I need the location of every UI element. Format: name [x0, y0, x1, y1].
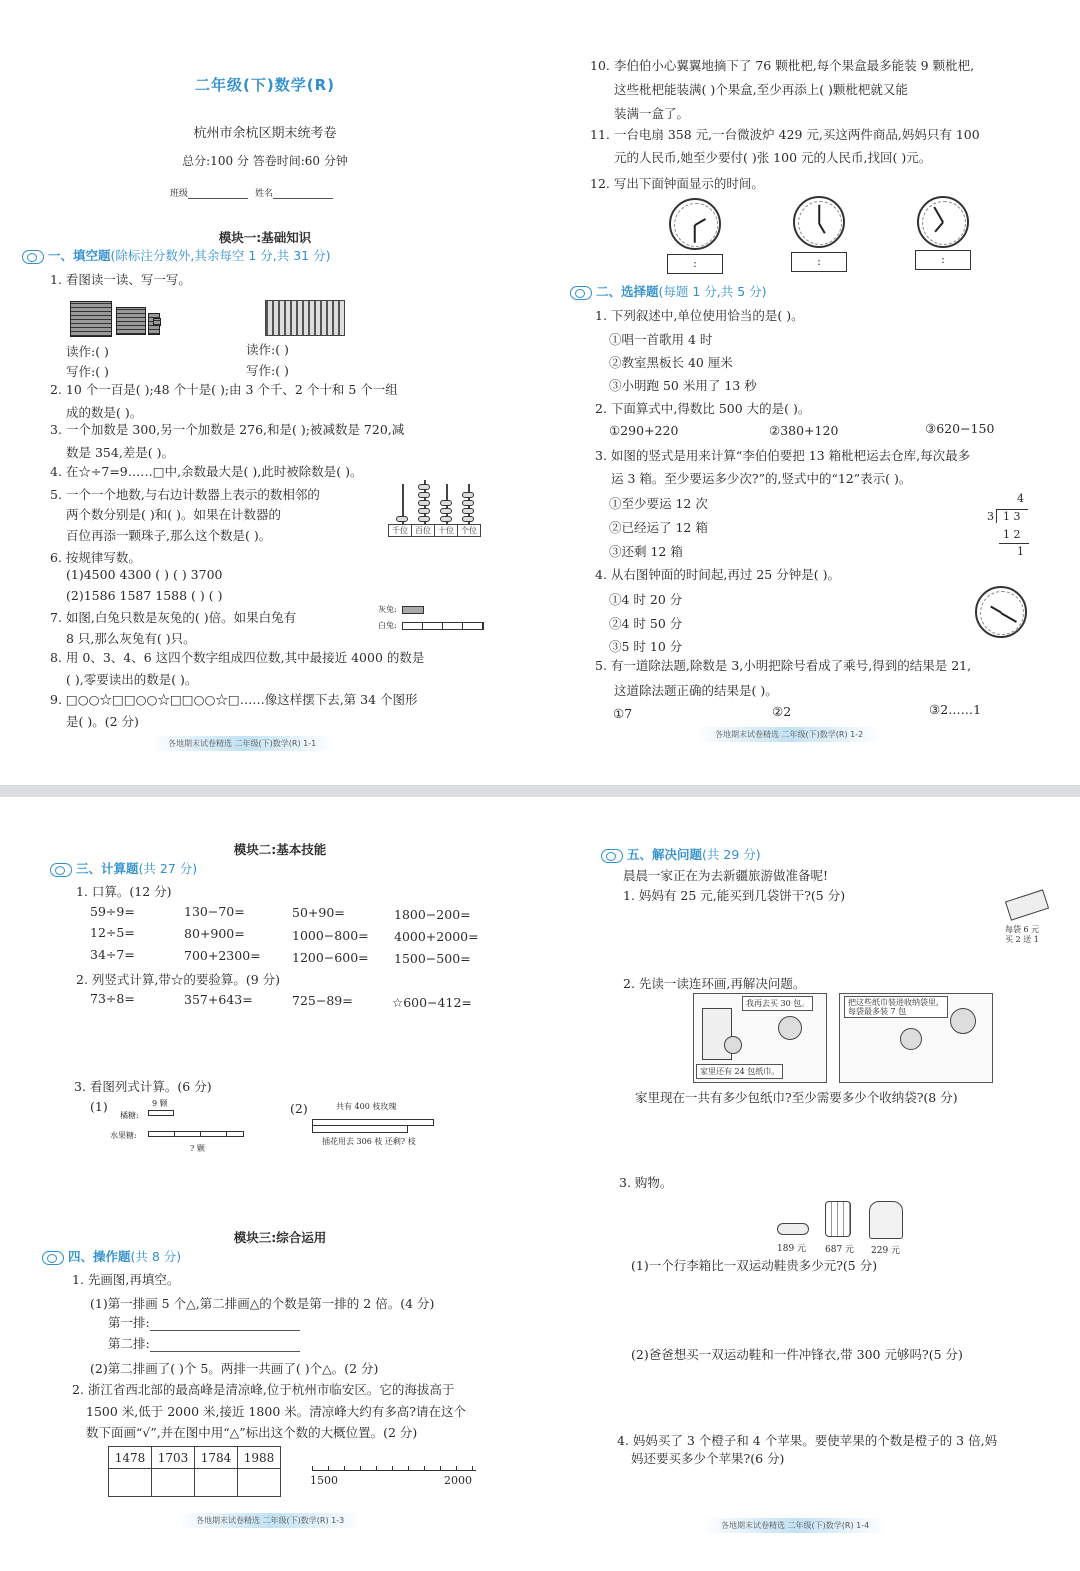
choice-1-option-3: ③小明跑 50 米用了 13 秒: [609, 378, 757, 393]
problem-3-part-2: (2)爸爸想买一双运动鞋和一件冲锋衣,带 300 元够吗?(5 分): [631, 1347, 963, 1362]
sneakers-price: 189 元: [777, 1244, 807, 1254]
q1-read-2: 读作:( ): [246, 342, 289, 357]
oral-r2-c4: 4000+2000=: [394, 929, 479, 944]
problem-1: 1. 妈妈有 25 元,能买到几袋饼干?(5 分): [623, 888, 846, 903]
hundred-cube-image: [116, 307, 146, 335]
problem-4-line-2: 妈还要买多少个苹果?(6 分): [631, 1451, 785, 1466]
question-5-line-3: 百位再添一颗珠子,那么这个数是( )。: [66, 528, 272, 543]
oral-r1-c3: 50+90=: [292, 905, 345, 920]
section-4-heading: 四、操作题(共 8 分): [42, 1247, 181, 1265]
height-options-table: [108, 1446, 281, 1497]
page-2-footer: 各地期末试卷精选 二年级(下)数学(R) 1-2: [697, 727, 881, 742]
clock-icon-4: [975, 586, 1027, 638]
jacket-price: 229 元: [871, 1246, 901, 1256]
white-rabbit-bar: [402, 622, 484, 630]
choice-3-option-3: ③还剩 12 箱: [609, 544, 683, 559]
mother-icon: [950, 1008, 976, 1034]
clock-icon-2: [793, 196, 845, 248]
choice-5-line-1: 5. 有一道除法题,除数是 3,小明把除号看成了乘号,得到的结果是 21,: [595, 658, 972, 673]
tick-cell[interactable]: [152, 1469, 195, 1497]
oral-r2-c2: 80+900=: [184, 926, 245, 941]
oral-r3-c2: 700+2300=: [184, 948, 261, 963]
fruit-candy-label: 水果糖:: [110, 1131, 137, 1140]
operation-2-line-2: 1500 米,低于 2000 米,接近 1800 米。清凉峰大约有多高?请在这个: [86, 1404, 466, 1419]
question-11-line-2: 元的人民币,她至少要付( )张 100 元的人民币,找回( )元。: [614, 150, 932, 165]
choice-1-option-2: ②教室黑板长 40 厘米: [609, 355, 733, 370]
cloud-icon: [42, 1251, 64, 1265]
question-3-line-1: 3. 一个加数是 300,另一个加数是 276,和是( );被减数是 720,减: [50, 422, 405, 437]
oral-r2-c3: 1000−800=: [292, 928, 369, 943]
sheet-divider: [0, 785, 1080, 797]
scale-max-label: 2000: [444, 1474, 472, 1487]
question-6: 6. 按规律写数。: [50, 550, 141, 565]
choice-4-option-1: ①4 时 20 分: [609, 592, 683, 607]
unit-cube-image: [153, 318, 161, 326]
oral-r3-c1: 34÷7=: [90, 947, 135, 962]
time-answer-box-3[interactable]: :: [915, 250, 971, 270]
question-6-1: (1)4500 4300 ( ) ( ) 3700: [66, 567, 223, 582]
nine-label: 9 颗: [152, 1099, 168, 1108]
used-roses-label: 插花用去 306 枝 还剩? 枝: [322, 1137, 416, 1146]
oral-r2-c1: 12÷5=: [90, 925, 135, 940]
page-title: 二年级(下)数学(R): [195, 76, 335, 94]
problem-2-question: 家里现在一共有多少包纸巾?至少需要多少个收纳袋?(8 分): [635, 1090, 958, 1105]
total-roses-bar: [312, 1119, 434, 1126]
vertical-4: ☆600−412=: [392, 995, 472, 1010]
question-8-line-2: ( ),零要读出的数是( )。: [66, 672, 198, 687]
speech-bubble-1: 我再去买 30 包。: [742, 996, 813, 1011]
module-1-heading: 模块一:基础知识: [218, 230, 312, 245]
choice-4: 4. 从右图钟面的时间起,再过 25 分钟是( )。: [595, 567, 840, 582]
counter-labels: 千位 百位 十位 个位: [388, 524, 481, 537]
comic-panel-1: [693, 993, 827, 1083]
problem-3-part-1: (1)一个行李箱比一双运动鞋贵多少元?(5 分): [631, 1258, 878, 1273]
row-2-label: 第二排:: [108, 1336, 150, 1351]
problem-2: 2. 先读一读连环画,再解决问题。: [623, 976, 806, 991]
oral-r1-c4: 1800−200=: [394, 907, 471, 922]
bottom-sheet: [0, 797, 1080, 1571]
question-8-line-1: 8. 用 0、3、4、6 这四个数字组成四位数,其中最接近 4000 的数是: [50, 650, 425, 665]
choice-2-option-2: ②380+120: [769, 423, 839, 438]
biscuit-icon: [1005, 889, 1049, 920]
row-1-label: 第一排:: [108, 1315, 150, 1330]
question-2-line-1: 2. 10 个一百是( );48 个十是( );由 3 个千、2 个十和 5 个一组: [50, 382, 398, 397]
row-1-field: [108, 1313, 300, 1331]
operation-question-1: 1. 先画图,再填空。: [72, 1272, 180, 1287]
choice-5-option-2: ②2: [772, 704, 792, 719]
question-11-line-1: 11. 一台电扇 358 元,一台微波炉 429 元,买这两件商品,妈妈只有 100: [590, 127, 980, 142]
tick-cell[interactable]: [109, 1469, 152, 1497]
girl-icon: [900, 1028, 922, 1050]
biscuit-price: 每袋 6 元: [1005, 925, 1040, 934]
page-2: 10. 李伯伯小心翼翼地摘下了 76 颗枇杷,每个果盒最多能装 9 颗枇杷, 这些枇杷能装满( )个果盒,至少再添上( )颗枇杷就又能 装满一盒了。 11. 一台电扇 358 元,一台微波炉 429 元,买这两件商品,妈妈只有 100 元的人民币,她至少要付( )张 100 元的人民币,找回( )元。 12. 写出下面钟面显示的时间。 : : : 二、选择题(每题 1 分,共 5 分) 1. 下列叙述中,单位使用恰当的是( )。 ①唱一首歌用 4 时 ②教室黑板长 40 厘米 ③小明跑 50 米用了 13 秒 2. 下面算式中,得数比 500 大的是( )。 ①290+220 ②380+120 ③620−150 3. 如图的竖式是用来计算“李伯伯要把 13 箱枇杷运去仓库,每次最多 运 3 箱。至少要运多少次?”的,竖式中的“12”表示( )。 ①至少要运 12 次 ②已经运了 12 箱 ③还剩 12 箱 4 3 1 3 1 2 1 4. 从右图钟面的时间起,再过 25 分钟是( )。 ①4 时 20 分 ②4 时 50 分 ③5 时 10 分 5. 有一道除法题,除数是 3,小明把除号看成了乘号,得到的结果是 21, 这道除法题正确的结果是( )。 ①7 ②2 ③2……1 各地期末试卷精选 二年级(下)数学(R) 1-2: [585, 0, 1035, 785]
question-1: 1. 看图读一读、写一写。: [50, 272, 191, 287]
operation-2-line-1: 2. 浙江省西北部的最高峰是清凉峰,位于杭州市临安区。它的海拔高于: [72, 1382, 455, 1397]
section-3-heading: 三、计算题(共 27 分): [50, 859, 197, 877]
name-label: 姓名: [255, 189, 274, 199]
page-3: [40, 797, 510, 1571]
row-2-field: [108, 1334, 300, 1352]
used-roses-bar: [312, 1126, 408, 1133]
clock-icon-1: [669, 198, 721, 250]
tick-cell[interactable]: [238, 1469, 281, 1497]
height-option: 1784: [195, 1447, 238, 1469]
section-5-heading: 五、解决问题(共 29 分): [601, 845, 761, 863]
page-1-footer: 各地期末试卷精选 二年级(下)数学(R) 1-1: [150, 736, 334, 751]
page-4-footer: 各地期末试卷精选 二年级(下)数学(R) 1-4: [703, 1518, 887, 1533]
operation-1-part-1: (1)第一排画 5 个△,第二排画△的个数是第一排的 2 倍。(4 分): [90, 1296, 435, 1311]
oral-r1-c2: 130−70=: [184, 904, 245, 919]
height-option: 1703: [152, 1447, 195, 1469]
oral-r3-c4: 1500−500=: [394, 951, 471, 966]
question-3-line-2: 数是 354,差是( )。: [66, 445, 175, 460]
question-7-line-2: 8 只,那么灰兔有( )只。: [66, 631, 196, 646]
q1-read-1: 读作:( ): [66, 344, 109, 359]
calc-question-2: 2. 列竖式计算,带☆的要验算。(9 分): [76, 972, 281, 987]
question-10-line-3: 装满一盒了。: [614, 106, 690, 121]
height-option: 1478: [109, 1447, 152, 1469]
jacket-icon: [869, 1201, 903, 1239]
grey-rabbit-bar: [402, 606, 424, 614]
question-5-line-2: 两个数分别是( )和( )。如果在计数器的: [66, 507, 281, 522]
question-9-line-2: 是( )。(2 分): [66, 714, 139, 729]
speech-bubble-3: 家里还有 24 包纸巾。: [696, 1064, 783, 1079]
operation-1-part-2: (2)第二排画了( )个 5。两排一共画了( )个△。(2 分): [90, 1361, 379, 1376]
cloud-icon: [22, 250, 44, 264]
section-2-heading: 二、选择题(每题 1 分,共 5 分): [570, 282, 767, 300]
choice-2-option-1: ①290+220: [609, 423, 679, 438]
speech-bubble-2: 把这些纸巾装进收纳袋里,每袋最多装 7 包: [844, 996, 948, 1018]
top-sheet: [0, 0, 1080, 785]
question-12: 12. 写出下面钟面显示的时间。: [590, 176, 764, 191]
fruit-candy-bar: [148, 1131, 244, 1137]
module-2-heading: 模块二:基本技能: [233, 842, 327, 857]
choice-3-line-1: 3. 如图的竖式是用来计算“李伯伯要把 13 箱枇杷运去仓库,每次最多: [595, 448, 971, 463]
question-10-line-2: 这些枇杷能装满( )个果盒,至少再添上( )颗枇杷就又能: [614, 82, 908, 97]
exam-subtitle: 杭州市余杭区期末统考卷: [193, 126, 337, 141]
choice-5-option-1: ①7: [613, 706, 633, 721]
time-answer-box-2[interactable]: :: [791, 252, 847, 272]
vertical-2: 357+643=: [184, 992, 253, 1007]
choice-2: 2. 下面算式中,得数比 500 大的是( )。: [595, 401, 811, 416]
choice-1: 1. 下列叙述中,单位使用恰当的是( )。: [595, 308, 804, 323]
number-line: [312, 1470, 476, 1471]
scale-min-label: 1500: [310, 1474, 338, 1487]
score-time: 总分:100 分 答卷时间:60 分钟: [182, 154, 348, 168]
orange-candy-bar: [148, 1110, 174, 1116]
intro-text: 晨晨一家正在为去新疆旅游做准备呢!: [623, 868, 829, 883]
question-10-line-1: 10. 李伯伯小心翼翼地摘下了 76 颗枇杷,每个果盒最多能装 9 颗枇杷,: [590, 58, 975, 73]
sneakers-icon: [777, 1223, 809, 1235]
height-option: 1988: [238, 1447, 281, 1469]
choice-3-line-2: 运 3 箱。至少要运多少次?”的,竖式中的“12”表示( )。: [611, 471, 912, 486]
oral-r3-c3: 1200−600=: [292, 950, 369, 965]
vertical-1: 73÷8=: [90, 991, 135, 1006]
cloud-icon: [601, 849, 623, 863]
page-4: [595, 797, 1045, 1571]
total-roses-label: 共有 400 枝玫瑰: [336, 1102, 397, 1111]
section-1-heading: 一、填空题(除标注分数外,其余每空 1 分,共 31 分): [22, 246, 330, 264]
operation-2-line-3: 数下面画“√”,并在图中用“△”标出这个数的大概位置。(2 分): [86, 1425, 418, 1440]
question-4: 4. 在☆÷7=9……□中,余数最大是( ),此时被除数是( )。: [50, 464, 363, 479]
choice-5-line-2: 这道除法题正确的结果是( )。: [614, 683, 778, 698]
question-6-2: (2)1586 1587 1588 ( ) ( ): [66, 588, 223, 603]
suitcase-icon: [825, 1201, 851, 1237]
problem-3: 3. 购物。: [619, 1175, 673, 1190]
choice-1-option-1: ①唱一首歌用 4 时: [609, 332, 713, 347]
page-3-footer: 各地期末试卷精选 二年级(下)数学(R) 1-3: [178, 1513, 362, 1528]
grey-rabbit-label: 灰兔:: [378, 605, 397, 614]
comic-panel-2: [839, 993, 993, 1083]
girl-icon: [724, 1036, 742, 1054]
calc-3-part-2-label: (2): [290, 1101, 308, 1116]
suitcase-price: 687 元: [825, 1245, 855, 1255]
question-2-line-2: 成的数是( )。: [66, 405, 143, 420]
vertical-3: 725−89=: [292, 993, 353, 1008]
cloud-icon: [570, 286, 592, 300]
cloud-icon: [50, 863, 72, 877]
calc-question-3: 3. 看图列式计算。(6 分): [74, 1079, 212, 1094]
choice-3-option-1: ①至少要运 12 次: [609, 496, 708, 511]
problem-4-line-1: 4. 妈妈买了 3 个橙子和 4 个苹果。要使苹果的个数是橙子的 3 倍,妈: [617, 1433, 998, 1448]
class-field: [170, 186, 248, 199]
choice-5-option-3: ③2……1: [929, 702, 982, 717]
choice-4-option-2: ②4 时 50 分: [609, 616, 683, 631]
question-9-line-1: 9. □○○☆□□○○☆□□○○☆□……像这样摆下去,第 34 个图形: [50, 692, 418, 707]
time-answer-box-1[interactable]: :: [667, 254, 723, 274]
calc-question-1: 1. 口算。(12 分): [76, 884, 172, 899]
unknown-label: ? 颗: [190, 1144, 205, 1153]
oral-r1-c1: 59÷9=: [90, 904, 135, 919]
choice-2-option-3: ③620−150: [925, 421, 995, 436]
biscuit-offer: 买 2 送 1: [1005, 935, 1039, 944]
orange-candy-label: 橘糖:: [120, 1111, 139, 1120]
question-5-line-1: 5. 一个一个地数,与右边计数器上表示的数相邻的: [50, 487, 320, 502]
choice-3-option-2: ②已经运了 12 箱: [609, 520, 708, 535]
q1-write-2: 写作:( ): [246, 363, 289, 378]
module-3-heading: 模块三:综合运用: [233, 1230, 327, 1245]
mother-icon: [778, 1016, 802, 1040]
q1-write-1: 写作:( ): [66, 364, 109, 379]
clock-icon-3: [917, 196, 969, 248]
thousand-cube-image: [70, 301, 112, 337]
question-7-line-1: 7. 如图,白兔只数是灰兔的( )倍。如果白兔有: [50, 610, 297, 625]
calc-3-part-1-label: (1): [90, 1099, 108, 1114]
name-field: [255, 186, 333, 199]
page-1: [40, 0, 500, 785]
choice-4-option-3: ③5 时 10 分: [609, 639, 683, 654]
class-label: 班级: [170, 189, 189, 199]
abacus-image: [265, 300, 345, 336]
white-rabbit-label: 白兔:: [378, 621, 397, 630]
tick-cell[interactable]: [195, 1469, 238, 1497]
